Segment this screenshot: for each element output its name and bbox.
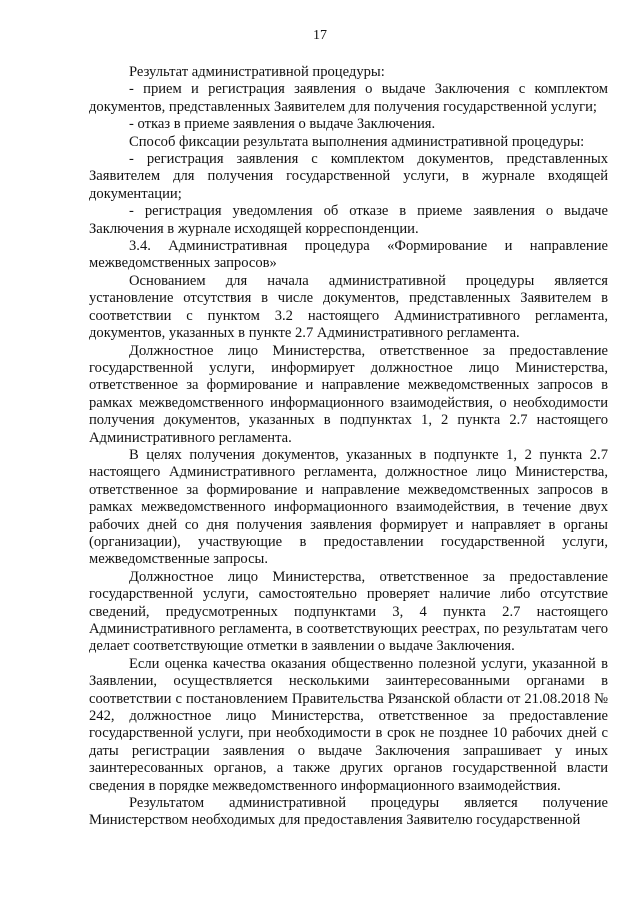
- paragraph: Если оценка качества оказания общественно полезной услуги, указанной в Заявлении, осуществляется несколькими заинтересованными органами в соответствии с постановлением Правительства Рязанской области от 21.08.2018 № 242, должностное лицо Министерства, ответственное за предоставление государственной услуги, при необходимости в срок не позднее 10 рабочих дней с даты регистрации заявления о выдаче Заключения запрашивает у иных заинтересованных органов, а также других органов государственной власти сведения в порядке межведомственного информационного взаимодействия.: [89, 655, 608, 794]
- paragraph: - отказ в приеме заявления о выдаче Заключения.: [129, 116, 436, 133]
- section-heading: 3.4. Административная процедура «Формирование и направление межведомственных запросов»: [89, 238, 608, 272]
- page-number: 17: [313, 28, 327, 43]
- paragraph: - регистрация уведомления об отказе в приеме заявления о выдаче Заключения в журнале исходящей корреспонденции.: [89, 203, 608, 237]
- paragraph: Результат административной процедуры:: [129, 64, 385, 80]
- paragraph: Должностное лицо Министерства, ответственное за предоставление государственной услуги, самостоятельно проверяет наличие либо отсутствие сведений, предусмотренных подпунктами 3, 4 пункта 2.7 настоящего Административного регламента, в соответствующих реестрах, по результатам чего делает соответствующие отметки в заявлении о выдаче Заключения.: [89, 568, 608, 655]
- paragraph: Должностное лицо Министерства, ответственное за предоставление государственной услуги, информирует должностное лицо Министерства, ответственное за формирование и направление межведомственных запросов в рамках межведомственного информационного взаимодействия, о необходимости получения документов, указанных в подпунктах 1, 2 пункта 2.7 настоящего Административного регламента.: [89, 342, 608, 446]
- paragraph: Результатом административной процедуры является получение Министерством необходимых для предоставления Заявителю государственной: [89, 795, 608, 829]
- document-body: [89, 64, 608, 830]
- paragraph: - регистрация заявления с комплектом документов, представленных Заявителем для получения государственной услуги, в журнале входящей документации;: [89, 151, 608, 202]
- paragraph: В целях получения документов, указанных в подпункте 1, 2 пункта 2.7 настоящего Административного регламента, должностное лицо Министерства, ответственное за формирование и направление межведомственных запросов в рамках межведомственного информационного взаимодействия, в течение двух рабочих дней со дня получения заявления формирует и направляет в органы (организации), участвующие в предоставлении государственной услуги, межведомственные запросы.: [89, 446, 608, 568]
- paragraph: Основанием для начала административной процедуры является установление отсутствия в числе документов, представленных Заявителем в соответствии с пунктом 3.2 настоящего Административного регламента, документов, указанных в пункте 2.7 Административного регламента.: [89, 272, 608, 342]
- paragraph: Способ фиксации результата выполнения административной процедуры:: [129, 133, 585, 150]
- paragraph: - прием и регистрация заявления о выдаче Заключения с комплектом документов, представленных Заявителем для получения государственной услуги;: [89, 81, 608, 115]
